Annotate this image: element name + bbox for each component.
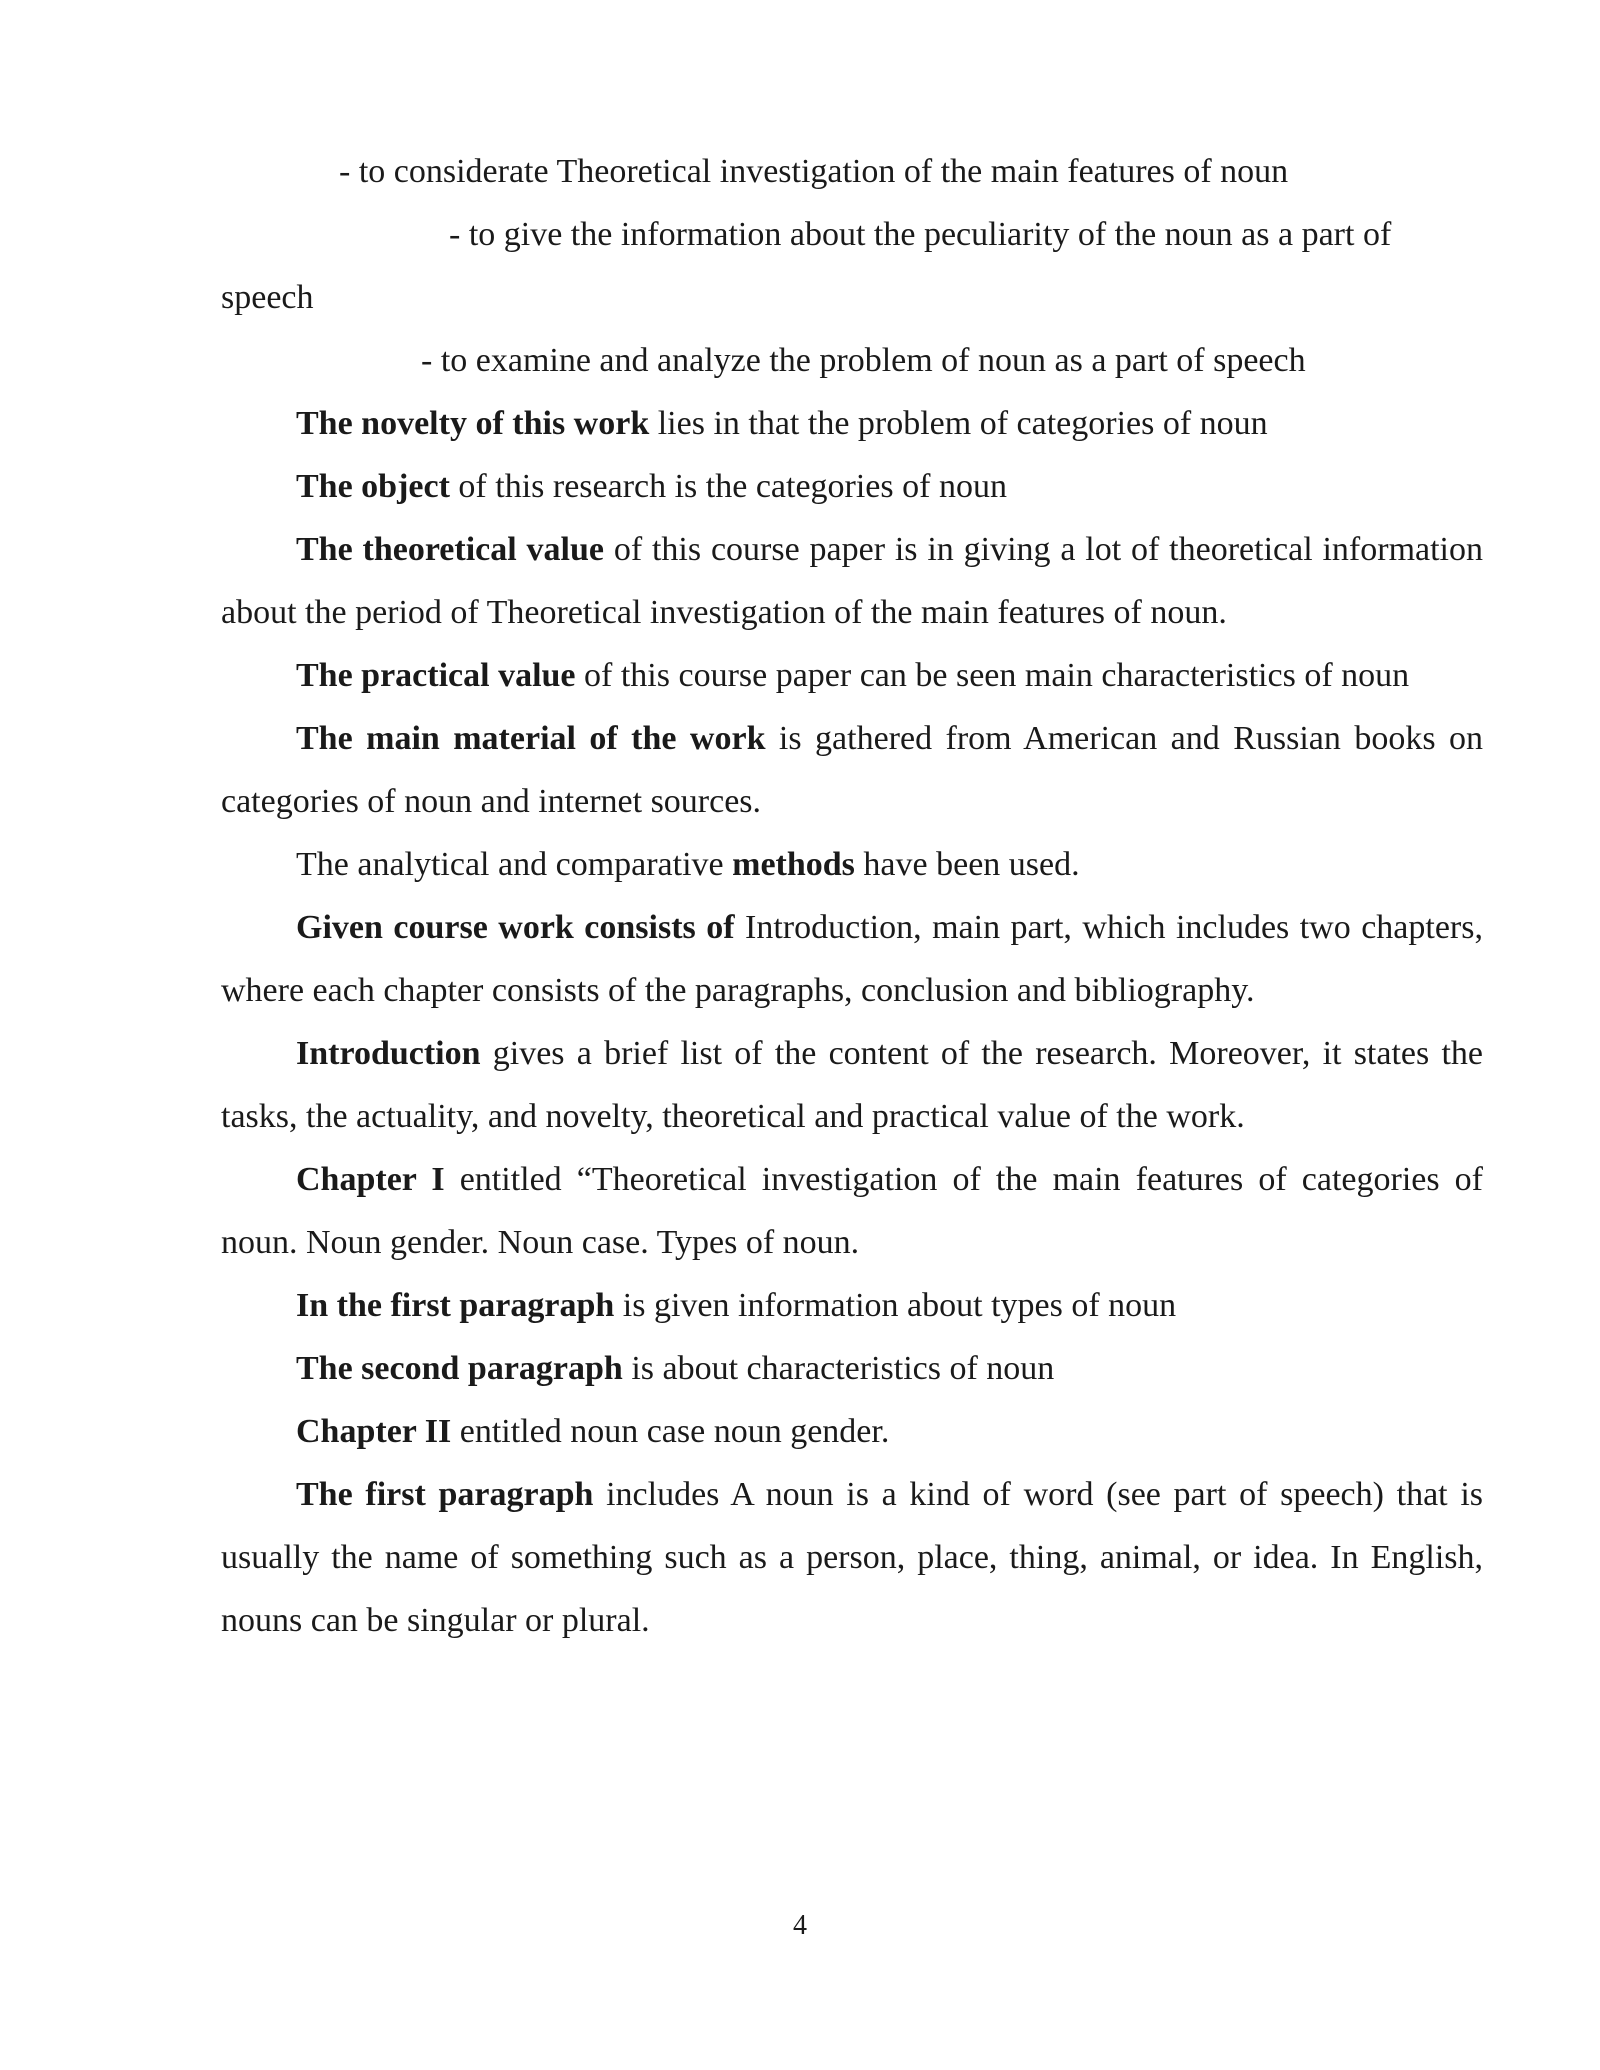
second-paragraph-summary <box>221 1337 1483 1400</box>
theoretical-value-text: of this course paper is in giving a lot of theoretical information about the period of Theoretical investigation of the main features of noun. <box>221 531 1484 631</box>
novelty-paragraph <box>221 392 1483 455</box>
first-paragraph-summary <box>221 1274 1483 1337</box>
theoretical-value-paragraph <box>221 518 1483 644</box>
task-item-1: - to considerate Theoretical investigation of the main features of noun <box>339 153 1289 190</box>
methods-paragraph <box>221 833 1483 896</box>
methods-heading: methods <box>732 846 855 883</box>
theoretical-value-heading: The theoretical value <box>296 531 604 568</box>
practical-value-heading: The practical value <box>296 657 576 694</box>
task-item-2-continuation: speech <box>221 279 314 316</box>
object-heading: The object <box>296 468 450 505</box>
introduction-paragraph <box>221 1022 1483 1148</box>
chapter-one-text: entitled “Theoretical investigation of the main features of categories of noun. Noun gender. Noun case. Types of noun. <box>221 1161 1484 1261</box>
structure-heading: Given course work consists of <box>296 909 735 946</box>
page-number: 4 <box>793 1910 807 1941</box>
chapter-one-heading: Chapter I <box>296 1161 445 1198</box>
methods-intro: The analytical and comparative <box>296 846 733 883</box>
structure-text: Introduction, main part, which includes two chapters, where each chapter consists of the paragraphs, conclusion and bibliography. <box>221 909 1483 1009</box>
task-item-2: - to give the information about the peculiarity of the noun as a part of <box>449 216 1392 253</box>
practical-value-paragraph <box>221 644 1483 707</box>
main-material-heading: The main material of the work <box>296 720 766 757</box>
chapter-two-first-heading: The first paragraph <box>296 1476 594 1513</box>
task-item-3: - to examine and analyze the problem of noun as a part of speech <box>421 342 1306 379</box>
structure-paragraph <box>221 896 1483 1022</box>
chapter-two-text: entitled noun case noun gender. <box>451 1413 890 1450</box>
chapter-two-paragraph <box>221 1400 1483 1463</box>
object-text: of this research is the categories of noun <box>449 468 1007 505</box>
introduction-text: gives a brief list of the content of the research. Moreover, it states the tasks, the actuality, and novelty, theoretical and practical value of the work. <box>221 1035 1483 1135</box>
practical-value-text: of this course paper can be seen main characteristics of noun <box>575 657 1410 694</box>
first-paragraph-text: is given information about types of noun <box>614 1287 1177 1324</box>
novelty-text: lies in that the problem of categories of noun <box>649 405 1268 442</box>
main-material-text: is gathered from American and Russian books on categories of noun and internet sources. <box>221 720 1483 820</box>
page-body <box>221 140 1483 1652</box>
introduction-heading: Introduction <box>296 1035 481 1072</box>
object-paragraph <box>221 455 1483 518</box>
methods-text: have been used. <box>854 846 1080 883</box>
chapter-two-heading: Chapter II <box>296 1413 452 1450</box>
second-paragraph-heading: The second paragraph <box>296 1350 623 1387</box>
chapter-two-first-paragraph <box>221 1463 1483 1652</box>
main-material-paragraph <box>221 707 1483 833</box>
novelty-heading: The novelty of this work <box>296 405 650 442</box>
first-paragraph-heading: In the first paragraph <box>296 1287 615 1324</box>
second-paragraph-text: is about characteristics of noun <box>622 1350 1055 1387</box>
chapter-two-first-text: includes A noun is a kind of word (see part of speech) that is usually the name of something such as a person, place, thing, animal, or idea. In English, nouns can be singular or plural. <box>221 1476 1483 1639</box>
chapter-one-paragraph <box>221 1148 1483 1274</box>
